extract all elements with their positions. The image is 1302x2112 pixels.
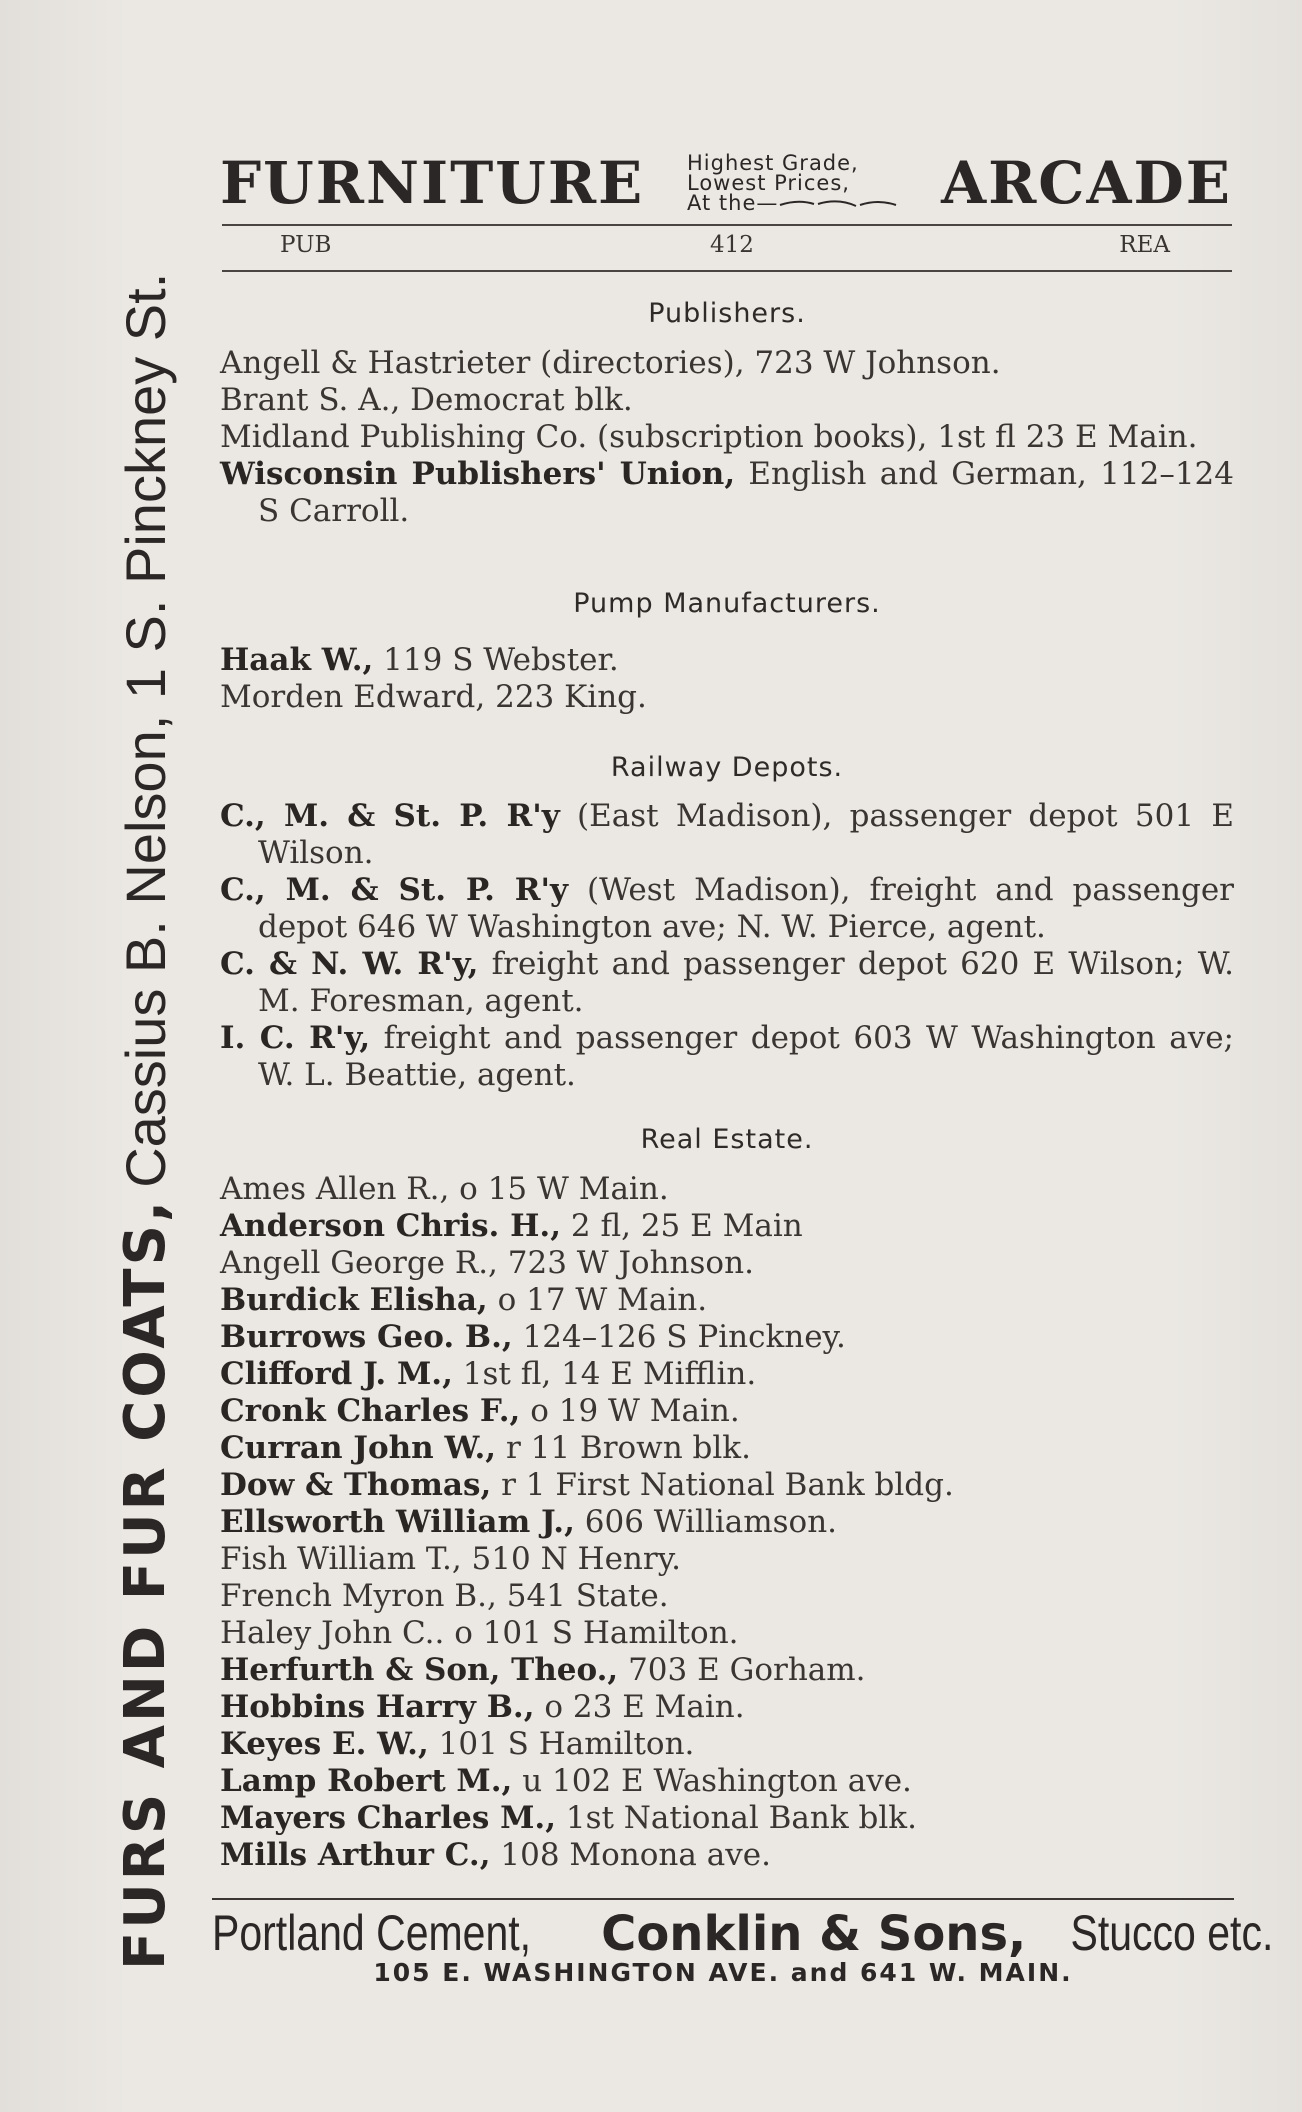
entry-text: Fish William T., 510 N Henry.	[220, 1541, 681, 1577]
footer-center-text: Conklin & Sons,	[601, 1906, 1027, 1962]
directory-entry	[220, 946, 1234, 1020]
header-middle-line3	[687, 193, 898, 213]
entry-text: 1st fl, 14 E Mifflin.	[452, 1356, 757, 1392]
entry-text: 2 fl, 25 E Main	[561, 1208, 803, 1244]
entry-text: freight and passenger depot 603 W Washington ave; W. L. Beattie, agent.	[258, 1020, 1234, 1093]
header-left-word: FURNITURE	[220, 149, 645, 217]
directory-entry	[220, 1467, 1234, 1504]
entry-name: Burdick Elisha,	[220, 1282, 488, 1318]
pumps-list	[220, 642, 1234, 716]
header-middle-text	[687, 153, 898, 213]
entry-name: Anderson Chris. H.,	[220, 1208, 562, 1244]
entry-text: 101 S Hamilton.	[428, 1726, 695, 1762]
entry-name: Lamp Robert M.,	[220, 1763, 513, 1799]
directory-entry	[220, 1578, 1234, 1615]
entry-text: Midland Publishing Co. (subscription books), 1st fl 23 E Main.	[220, 419, 1198, 455]
directory-entry	[220, 1020, 1234, 1094]
entry-text: r 1 First National Bank bldg.	[491, 1467, 954, 1503]
page-number: 412	[710, 232, 754, 258]
running-head	[222, 232, 1232, 262]
directory-entry	[220, 872, 1234, 946]
footer-left-text: Portland Cement,	[212, 1905, 532, 1961]
entry-text: French Myron B., 541 State.	[220, 1578, 669, 1614]
directory-entry	[220, 1319, 1234, 1356]
directory-entry	[220, 1208, 1234, 1245]
directory-entry	[220, 456, 1234, 530]
entry-text: Brant S. A., Democrat blk.	[220, 382, 633, 418]
header-rule-bottom	[222, 270, 1232, 272]
directory-entry	[220, 345, 1234, 382]
entry-name: Hobbins Harry B.,	[220, 1689, 535, 1725]
section-heading-pumps: Pump Manufacturers.	[573, 588, 881, 619]
entry-text: Morden Edward, 223 King.	[220, 679, 647, 715]
section-heading-realestate: Real Estate.	[640, 1124, 814, 1155]
entry-text: o 23 E Main.	[534, 1689, 745, 1725]
entry-name: Haak W.,	[220, 642, 374, 678]
realestate-list	[220, 1171, 1234, 1874]
section-heading-railway: Railway Depots.	[610, 752, 844, 783]
directory-entry	[220, 1837, 1234, 1874]
entry-name: Clifford J. M.,	[220, 1356, 453, 1392]
footer-right-text: Stucco etc.	[1070, 1905, 1274, 1961]
entry-text: 119 S Webster.	[373, 642, 619, 678]
entry-text: o 19 W Main.	[520, 1393, 740, 1429]
directory-entry	[220, 1615, 1234, 1652]
entry-text: o 17 W Main.	[487, 1282, 708, 1318]
entry-name: Curran John W.,	[220, 1430, 497, 1466]
entry-name: Dow & Thomas,	[220, 1467, 492, 1503]
directory-entry	[220, 1689, 1234, 1726]
directory-entry	[220, 1726, 1234, 1763]
entry-name: C., M. & St. P. R'y	[220, 872, 569, 908]
directory-entry	[220, 1356, 1234, 1393]
entry-text: Ames Allen R., o 15 W Main.	[220, 1171, 669, 1207]
entry-text: (West Madison), freight and passenger depot 646 W Washington ave; N. W. Pierce, agent.	[258, 872, 1234, 945]
side-advertisement	[95, 150, 195, 1970]
entry-text: 124–126 S Pinckney.	[512, 1319, 846, 1355]
directory-entry	[220, 1541, 1234, 1578]
publishers-list	[220, 345, 1234, 530]
side-ad-text: Cassius B. Nelson, 1 S. Pinckney St.	[113, 272, 177, 1188]
directory-entry	[220, 1800, 1234, 1837]
footer-advertisement	[212, 1904, 1274, 1964]
directory-entry	[220, 1245, 1234, 1282]
entry-text: (East Madison), passenger depot 501 E Wilson.	[258, 798, 1234, 871]
entry-name: Herfurth & Son, Theo.,	[220, 1652, 619, 1688]
directory-entry	[220, 1393, 1234, 1430]
entry-text: English and German, 112–124 S Carroll.	[258, 456, 1234, 529]
directory-entry	[220, 1171, 1234, 1208]
entry-name: Wisconsin Publishers' Union,	[220, 456, 736, 492]
entry-name: Cronk Charles F.,	[220, 1393, 521, 1429]
side-ad-bold-text: FURS AND FUR COATS,	[112, 1197, 178, 1970]
directory-entry	[220, 642, 1234, 679]
entry-text: Haley John C.. o 101 S Hamilton.	[220, 1615, 739, 1651]
header-right-word: ARCADE	[941, 149, 1232, 217]
pointing-flourish-icon	[778, 197, 898, 211]
header-middle-line2: Lowest Prices,	[687, 171, 850, 195]
directory-entry	[220, 679, 1234, 716]
entry-text: Angell & Hastrieter (directories), 723 W Johnson.	[220, 345, 1001, 381]
entry-text: 108 Monona ave.	[490, 1837, 771, 1873]
directory-entry	[220, 1504, 1234, 1541]
entry-name: C., M. & St. P. R'y	[220, 798, 560, 834]
entry-name: Mayers Charles M.,	[220, 1800, 556, 1836]
entry-name: C. & N. W. R'y,	[220, 946, 479, 982]
footer-rule	[212, 1898, 1234, 1900]
header-rule-top	[222, 224, 1232, 226]
running-head-right: REA	[1119, 232, 1170, 258]
directory-entry	[220, 382, 1234, 419]
directory-entry	[220, 1430, 1234, 1467]
footer-address: 105 E. WASHINGTON AVE. and 641 W. MAIN.	[373, 1958, 1073, 1987]
header-middle-line3-text: At the—	[687, 191, 779, 215]
entry-text: 1st National Bank blk.	[556, 1800, 917, 1836]
directory-entry	[220, 1763, 1234, 1800]
entry-text: Angell George R., 723 W Johnson.	[220, 1245, 754, 1281]
directory-entry	[220, 798, 1234, 872]
entry-text: 606 Williamson.	[574, 1504, 838, 1540]
directory-entry	[220, 1652, 1234, 1689]
railway-list	[220, 798, 1234, 1094]
section-heading-publishers: Publishers.	[648, 298, 806, 329]
entry-name: Ellsworth William J.,	[220, 1504, 575, 1540]
running-head-left: PUB	[280, 232, 332, 258]
header-advertisement	[220, 148, 1232, 218]
entry-text: r 11 Brown blk.	[496, 1430, 751, 1466]
entry-text: u 102 E Washington ave.	[512, 1763, 912, 1799]
entry-name: Keyes E. W.,	[220, 1726, 429, 1762]
directory-entry	[220, 1282, 1234, 1319]
entry-text: 703 E Gorham.	[618, 1652, 866, 1688]
header-middle-line1: Highest Grade,	[687, 151, 859, 175]
directory-entry	[220, 419, 1234, 456]
entry-text: freight and passenger depot 620 E Wilson; W. M. Foresman, agent.	[258, 946, 1234, 1019]
entry-name: Burrows Geo. B.,	[220, 1319, 513, 1355]
entry-name: Mills Arthur C.,	[220, 1837, 491, 1873]
entry-name: I. C. R'y,	[220, 1020, 371, 1056]
